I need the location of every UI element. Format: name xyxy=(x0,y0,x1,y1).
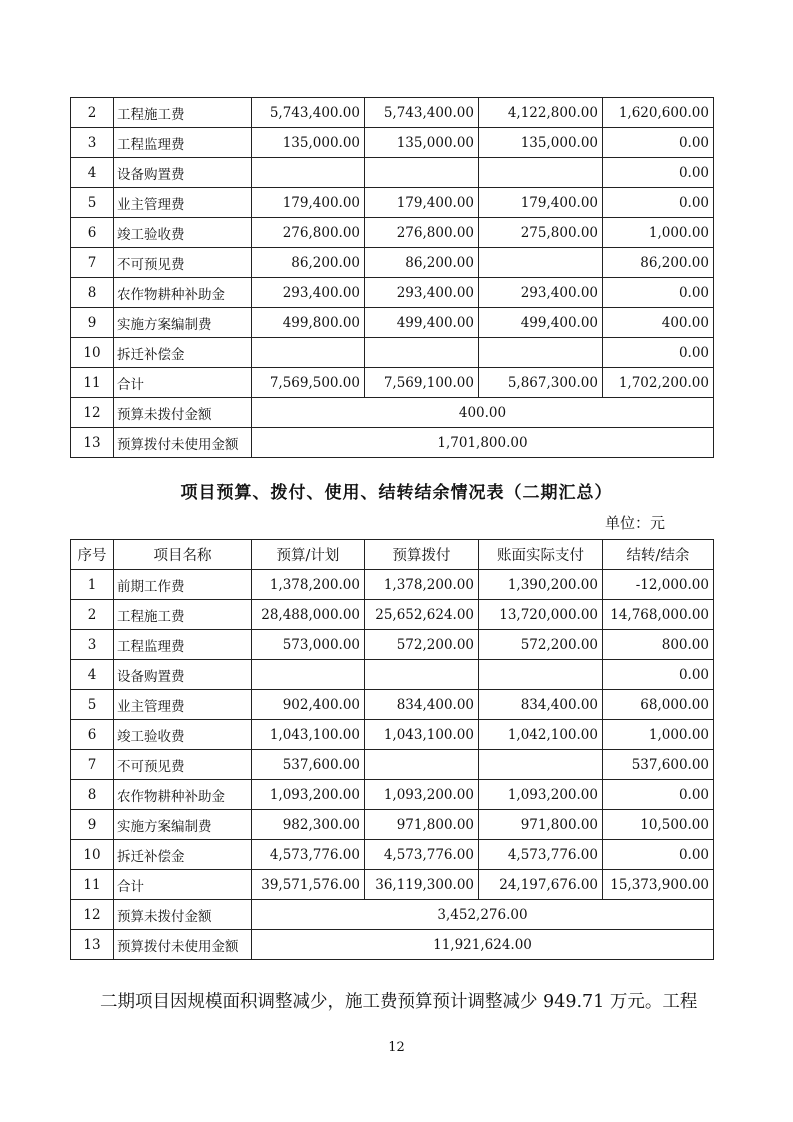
table-cell: 135,000.00 xyxy=(252,128,365,158)
table-cell: 11 xyxy=(71,870,114,900)
table-cell: 276,800.00 xyxy=(252,218,365,248)
table-cell: 12 xyxy=(71,900,114,930)
table-cell: 结转/结余 xyxy=(603,540,714,570)
table-cell: 5,867,300.00 xyxy=(479,368,603,398)
table-cell: 竣工验收费 xyxy=(114,218,252,248)
table-cell: 农作物耕种补助金 xyxy=(114,278,252,308)
table-cell: 14,768,000.00 xyxy=(603,600,714,630)
table-cell: 25,652,624.00 xyxy=(365,600,479,630)
table-row xyxy=(71,98,714,128)
table-header-row xyxy=(71,540,714,570)
table-cell: 0.00 xyxy=(603,128,714,158)
table-cell: 实施方案编制费 xyxy=(114,810,252,840)
table-cell: 5,743,400.00 xyxy=(252,98,365,128)
body-paragraph: 二期项目因规模面积调整减少，施工费预算预计调整减少 949.71 万元。工程 xyxy=(100,992,698,1012)
table-row xyxy=(71,128,714,158)
table-row xyxy=(71,780,714,810)
table-cell: 179,400.00 xyxy=(479,188,603,218)
table-cell: 1,701,800.00 xyxy=(252,428,714,458)
table-cell: 2 xyxy=(71,600,114,630)
table-cell: 39,571,576.00 xyxy=(252,870,365,900)
table-cell: 拆迁补偿金 xyxy=(114,840,252,870)
table-cell: 13,720,000.00 xyxy=(479,600,603,630)
table-cell: 86,200.00 xyxy=(365,248,479,278)
table-cell: 499,400.00 xyxy=(479,308,603,338)
table-cell: 1,043,100.00 xyxy=(252,720,365,750)
table-cell: 前期工作费 xyxy=(114,570,252,600)
table-cell: -12,000.00 xyxy=(603,570,714,600)
table-cell: 4,573,776.00 xyxy=(252,840,365,870)
table-cell: 0.00 xyxy=(603,278,714,308)
table-cell: 10,500.00 xyxy=(603,810,714,840)
table-cell: 工程监理费 xyxy=(114,128,252,158)
table-cell: 1,093,200.00 xyxy=(479,780,603,810)
table-cell: 3 xyxy=(71,128,114,158)
table-cell: 预算拨付 xyxy=(365,540,479,570)
table-cell: 1,000.00 xyxy=(603,720,714,750)
table-cell: 36,119,300.00 xyxy=(365,870,479,900)
table-cell: 573,000.00 xyxy=(252,630,365,660)
table-cell: 5 xyxy=(71,188,114,218)
table-cell: 499,800.00 xyxy=(252,308,365,338)
table-cell xyxy=(365,338,479,368)
table-row xyxy=(71,720,714,750)
table-cell xyxy=(479,338,603,368)
table-cell xyxy=(479,158,603,188)
table-cell: 1 xyxy=(71,570,114,600)
table-summary-row xyxy=(71,398,714,428)
table-cell: 902,400.00 xyxy=(252,690,365,720)
table-cell: 8 xyxy=(71,278,114,308)
table-cell: 1,378,200.00 xyxy=(365,570,479,600)
table-cell: 572,200.00 xyxy=(479,630,603,660)
table-cell xyxy=(365,750,479,780)
table-cell: 400.00 xyxy=(252,398,714,428)
table-row xyxy=(71,690,714,720)
table-cell: 68,000.00 xyxy=(603,690,714,720)
table-cell: 2 xyxy=(71,98,114,128)
table-row xyxy=(71,570,714,600)
table-cell: 5,743,400.00 xyxy=(365,98,479,128)
table-cell: 179,400.00 xyxy=(365,188,479,218)
table-cell: 15,373,900.00 xyxy=(603,870,714,900)
table-cell: 0.00 xyxy=(603,188,714,218)
table-cell: 834,400.00 xyxy=(365,690,479,720)
table-cell: 预算拨付未使用金额 xyxy=(114,428,252,458)
table-cell: 537,600.00 xyxy=(603,750,714,780)
table-row xyxy=(71,630,714,660)
table-cell: 8 xyxy=(71,780,114,810)
table-cell: 设备购置费 xyxy=(114,158,252,188)
table-cell: 276,800.00 xyxy=(365,218,479,248)
table-row xyxy=(71,188,714,218)
table-cell: 293,400.00 xyxy=(252,278,365,308)
table-cell: 0.00 xyxy=(603,660,714,690)
table-row xyxy=(71,248,714,278)
table-cell: 4 xyxy=(71,158,114,188)
table-cell: 业主管理费 xyxy=(114,188,252,218)
table-cell: 预算拨付未使用金额 xyxy=(114,930,252,960)
table-row xyxy=(71,368,714,398)
table-cell: 179,400.00 xyxy=(252,188,365,218)
table-cell xyxy=(365,158,479,188)
table-cell: 971,800.00 xyxy=(365,810,479,840)
table-summary-row xyxy=(71,900,714,930)
table-row xyxy=(71,338,714,368)
table-cell: 10 xyxy=(71,840,114,870)
table-cell: 135,000.00 xyxy=(479,128,603,158)
table-cell: 项目名称 xyxy=(114,540,252,570)
table-cell: 800.00 xyxy=(603,630,714,660)
table-cell: 0.00 xyxy=(603,840,714,870)
table-cell xyxy=(252,338,365,368)
table-cell: 11 xyxy=(71,368,114,398)
table-row xyxy=(71,660,714,690)
table-cell: 不可预见费 xyxy=(114,248,252,278)
table-cell: 农作物耕种补助金 xyxy=(114,780,252,810)
table-cell xyxy=(479,750,603,780)
budget-table-phase2-summary xyxy=(70,539,714,960)
table-cell: 业主管理费 xyxy=(114,690,252,720)
table-cell: 5 xyxy=(71,690,114,720)
table-cell: 预算未拨付金额 xyxy=(114,398,252,428)
table-cell: 不可预见费 xyxy=(114,750,252,780)
table-cell: 设备购置费 xyxy=(114,660,252,690)
table-cell: 1,042,100.00 xyxy=(479,720,603,750)
table-cell: 982,300.00 xyxy=(252,810,365,840)
table-cell: 0.00 xyxy=(603,338,714,368)
table-row xyxy=(71,600,714,630)
table-cell: 账面实际支付 xyxy=(479,540,603,570)
table-cell: 7,569,500.00 xyxy=(252,368,365,398)
section-title: 项目预算、拨付、使用、结转结余情况表（二期汇总） xyxy=(180,483,613,503)
table-cell: 275,800.00 xyxy=(479,218,603,248)
table-row xyxy=(71,158,714,188)
table-cell: 400.00 xyxy=(603,308,714,338)
table-cell xyxy=(252,660,365,690)
table-cell: 工程施工费 xyxy=(114,600,252,630)
table-cell: 4,573,776.00 xyxy=(479,840,603,870)
table-row xyxy=(71,278,714,308)
table-cell: 1,043,100.00 xyxy=(365,720,479,750)
table-cell: 序号 xyxy=(71,540,114,570)
table-cell xyxy=(252,158,365,188)
table-cell: 86,200.00 xyxy=(603,248,714,278)
table-row xyxy=(71,870,714,900)
table-cell: 13 xyxy=(71,428,114,458)
table-cell: 4 xyxy=(71,660,114,690)
table-cell: 7 xyxy=(71,248,114,278)
table-cell: 12 xyxy=(71,398,114,428)
table-cell xyxy=(479,660,603,690)
table-row xyxy=(71,218,714,248)
table-cell: 6 xyxy=(71,720,114,750)
table-cell: 合计 xyxy=(114,368,252,398)
table-cell: 1,093,200.00 xyxy=(252,780,365,810)
table-cell: 实施方案编制费 xyxy=(114,308,252,338)
table-cell: 工程施工费 xyxy=(114,98,252,128)
table-cell xyxy=(365,660,479,690)
table-cell: 572,200.00 xyxy=(365,630,479,660)
table-cell: 834,400.00 xyxy=(479,690,603,720)
table-row xyxy=(71,308,714,338)
table-cell: 537,600.00 xyxy=(252,750,365,780)
table-cell: 135,000.00 xyxy=(365,128,479,158)
table-cell: 1,378,200.00 xyxy=(252,570,365,600)
table-cell: 拆迁补偿金 xyxy=(114,338,252,368)
table-cell: 工程监理费 xyxy=(114,630,252,660)
table-cell xyxy=(479,248,603,278)
table-cell: 86,200.00 xyxy=(252,248,365,278)
table-cell: 1,620,600.00 xyxy=(603,98,714,128)
unit-label: 单位：元 xyxy=(604,514,665,532)
table-summary-row xyxy=(71,428,714,458)
table-cell: 293,400.00 xyxy=(479,278,603,308)
budget-table-phase1-continued xyxy=(70,97,714,458)
table-cell: 4,573,776.00 xyxy=(365,840,479,870)
table-cell: 1,000.00 xyxy=(603,218,714,248)
table-cell: 1,390,200.00 xyxy=(479,570,603,600)
table-cell: 1,702,200.00 xyxy=(603,368,714,398)
table-cell: 6 xyxy=(71,218,114,248)
table-cell: 7 xyxy=(71,750,114,780)
table-cell: 合计 xyxy=(114,870,252,900)
table-cell: 293,400.00 xyxy=(365,278,479,308)
table-cell: 0.00 xyxy=(603,158,714,188)
table-summary-row xyxy=(71,930,714,960)
table-cell: 28,488,000.00 xyxy=(252,600,365,630)
table-cell: 24,197,676.00 xyxy=(479,870,603,900)
table-cell: 7,569,100.00 xyxy=(365,368,479,398)
table-cell: 1,093,200.00 xyxy=(365,780,479,810)
table-cell: 499,400.00 xyxy=(365,308,479,338)
table-cell: 11,921,624.00 xyxy=(252,930,714,960)
table-cell: 预算未拨付金额 xyxy=(114,900,252,930)
table-cell: 10 xyxy=(71,338,114,368)
table-cell: 971,800.00 xyxy=(479,810,603,840)
table-cell: 竣工验收费 xyxy=(114,720,252,750)
table-cell: 预算/计划 xyxy=(252,540,365,570)
table-row xyxy=(71,810,714,840)
table-cell: 3 xyxy=(71,630,114,660)
table-cell: 0.00 xyxy=(603,780,714,810)
table-row xyxy=(71,750,714,780)
table-cell: 9 xyxy=(71,308,114,338)
page-number: 12 xyxy=(388,1040,405,1055)
table-cell: 13 xyxy=(71,930,114,960)
table-cell: 9 xyxy=(71,810,114,840)
table-cell: 4,122,800.00 xyxy=(479,98,603,128)
table-cell: 3,452,276.00 xyxy=(252,900,714,930)
table-row xyxy=(71,840,714,870)
